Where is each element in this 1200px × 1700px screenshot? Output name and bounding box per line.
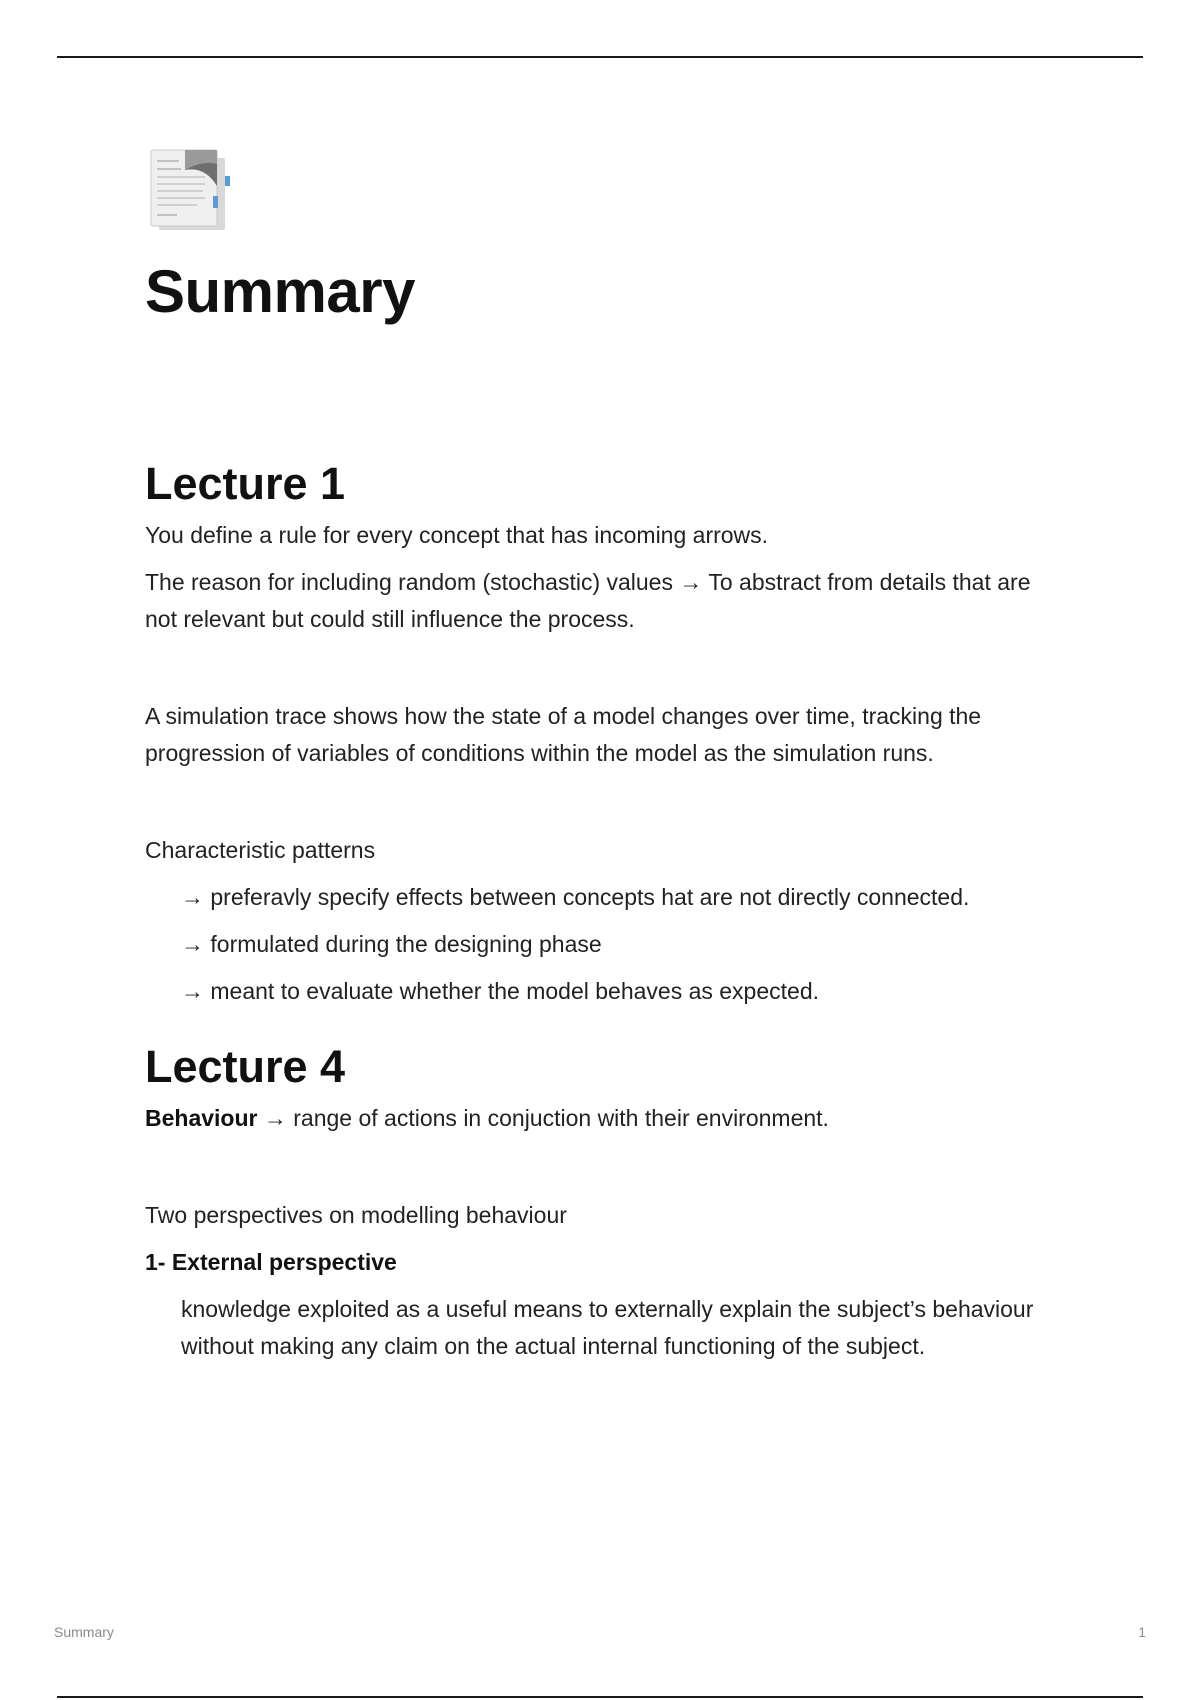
- behaviour-def: → range of actions in conjuction with their environment.: [257, 1105, 829, 1131]
- page-title: Summary: [145, 258, 415, 325]
- behaviour-definition: [145, 1100, 1065, 1137]
- lecture-1-heading: Lecture 1: [145, 458, 346, 509]
- bottom-divider: [57, 1696, 1143, 1698]
- external-perspective-text: knowledge exploited as a useful means to externally explain the subject’s behaviour without making any claim on the actual internal functioning of the subject.: [181, 1296, 1034, 1359]
- external-perspective-heading: [145, 1244, 1065, 1281]
- external-perspective-title: 1- External perspective: [145, 1249, 397, 1275]
- patterns-label: Characteristic patterns: [145, 837, 376, 863]
- top-divider: [57, 56, 1143, 58]
- paragraph: A simulation trace shows how the state of a model changes over time, tracking the progression of variables of conditions within the model as the simulation runs.: [145, 703, 982, 766]
- footer-doc-name: Summary: [54, 1624, 114, 1640]
- paragraph: The reason for including random (stochastic) values → To abstract from details that are not relevant but could still influence the process.: [145, 569, 1031, 632]
- behaviour-term: Behaviour: [145, 1105, 258, 1131]
- paragraph: You define a rule for every concept that has incoming arrows.: [145, 522, 769, 548]
- document-icon: [145, 146, 235, 236]
- perspectives-label: Two perspectives on modelling behaviour: [145, 1202, 567, 1228]
- pattern-item: → preferavly specify effects between concepts hat are not directly connected.: [181, 884, 970, 910]
- pattern-item: → formulated during the designing phase: [181, 931, 602, 957]
- document-body: [145, 455, 1065, 1365]
- pattern-item: → meant to evaluate whether the model behaves as expected.: [181, 978, 820, 1004]
- footer-page-number: 1: [1138, 1624, 1146, 1640]
- lecture-4-heading: Lecture 4: [145, 1041, 346, 1092]
